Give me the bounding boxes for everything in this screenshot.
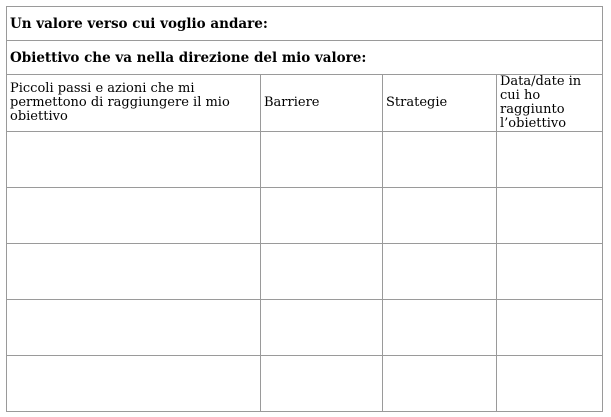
- column-header-strategies: Strategie: [383, 75, 497, 132]
- cell-barriers[interactable]: [261, 244, 383, 300]
- cell-steps[interactable]: [7, 300, 261, 356]
- cell-barriers[interactable]: [261, 356, 383, 412]
- value-goal-worksheet: [6, 6, 602, 407]
- cell-dates[interactable]: [497, 356, 603, 412]
- cell-strategies[interactable]: [383, 244, 497, 300]
- cell-steps[interactable]: [7, 188, 261, 244]
- cell-strategies[interactable]: [383, 356, 497, 412]
- goal-label: Obiettivo che va nella direzione del mio valore:: [7, 41, 603, 75]
- cell-steps[interactable]: [7, 132, 261, 188]
- cell-dates[interactable]: [497, 132, 603, 188]
- column-header-row: [7, 75, 603, 132]
- cell-dates[interactable]: [497, 244, 603, 300]
- value-row: [7, 7, 603, 41]
- table-row: [7, 244, 603, 300]
- cell-strategies[interactable]: [383, 300, 497, 356]
- cell-steps[interactable]: [7, 244, 261, 300]
- table-row: [7, 132, 603, 188]
- cell-strategies[interactable]: [383, 188, 497, 244]
- worksheet-table: [6, 6, 603, 412]
- table-row: [7, 300, 603, 356]
- value-label: Un valore verso cui voglio andare:: [7, 7, 603, 41]
- column-header-steps: Piccoli passi e azioni che mi permettono di raggiungere il mio obiettivo: [7, 75, 261, 132]
- cell-barriers[interactable]: [261, 300, 383, 356]
- goal-row: [7, 41, 603, 75]
- cell-dates[interactable]: [497, 300, 603, 356]
- cell-barriers[interactable]: [261, 188, 383, 244]
- column-header-dates: Data/date in cui ho raggiunto l’obiettivo: [497, 75, 603, 132]
- table-row: [7, 356, 603, 412]
- cell-dates[interactable]: [497, 188, 603, 244]
- cell-barriers[interactable]: [261, 132, 383, 188]
- column-header-barriers: Barriere: [261, 75, 383, 132]
- table-row: [7, 188, 603, 244]
- cell-strategies[interactable]: [383, 132, 497, 188]
- cell-steps[interactable]: [7, 356, 261, 412]
